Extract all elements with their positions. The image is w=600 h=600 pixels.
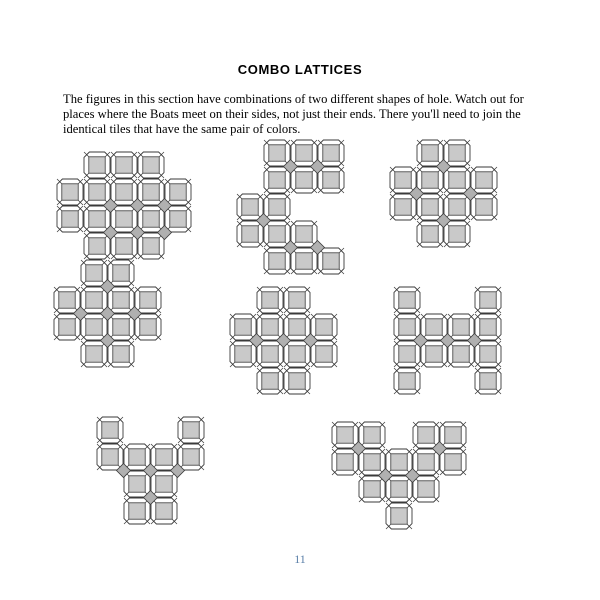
square-hole [143,238,159,254]
figure-7-drawing [95,415,255,545]
page-title: COMBO LATTICES [237,62,363,77]
square-hole [113,292,129,308]
square-hole [399,319,415,335]
square-hole [116,238,132,254]
square-hole [86,292,102,308]
square-hole [102,422,118,438]
square-hole [422,199,438,215]
square-hole [86,346,102,362]
square-hole [449,145,465,161]
square-hole [62,211,78,227]
square-hole [235,346,251,362]
square-hole [289,292,305,308]
figure-4-drawing [52,258,192,388]
square-hole [316,346,332,362]
square-hole [129,476,145,492]
square-hole [337,454,353,470]
square-hole [235,319,251,335]
square-hole [323,145,339,161]
square-hole [449,199,465,215]
square-hole [143,157,159,173]
square-hole [289,346,305,362]
square-hole [262,319,278,335]
figure-7 [95,415,255,545]
square-hole [140,319,156,335]
square-hole [323,253,339,269]
square-hole [449,226,465,242]
square-hole [399,346,415,362]
figure-6-drawing [392,285,522,405]
square-hole [143,184,159,200]
square-hole [269,145,285,161]
square-hole [323,172,339,188]
square-hole [262,346,278,362]
square-hole [418,427,434,443]
square-hole [316,319,332,335]
square-hole [296,145,312,161]
square-hole [262,292,278,308]
square-hole [364,427,380,443]
figure-6 [392,285,522,405]
square-hole [337,427,353,443]
square-hole [395,199,411,215]
figure-1-drawing [55,150,215,260]
figure-4 [52,258,192,388]
square-hole [296,226,312,242]
square-hole [242,226,258,242]
figure-5 [228,285,378,405]
square-hole [170,211,186,227]
square-hole [183,449,199,465]
square-hole [156,449,172,465]
square-hole [399,373,415,389]
figure-5-drawing [228,285,378,405]
page-number: 11 [294,552,306,566]
square-hole [269,199,285,215]
square-hole [289,373,305,389]
square-hole [89,238,105,254]
square-hole [129,503,145,519]
intro-paragraph: The figures in this section have combinations of two different shapes of hole. Watch out for places where the Boats meet on their sides, not just their ends. There you'll need to join the identical tiles that have the same pair of colors. [63,92,524,137]
square-hole [269,253,285,269]
square-hole [445,427,461,443]
square-hole [391,508,407,524]
square-hole [242,199,258,215]
square-hole [453,319,469,335]
square-hole [449,172,465,188]
square-hole [395,172,411,188]
square-hole [59,319,75,335]
figure-8-drawing [330,420,500,545]
square-hole [262,373,278,389]
square-hole [296,253,312,269]
square-hole [156,503,172,519]
square-hole [113,265,129,281]
square-hole [399,292,415,308]
square-hole [156,476,172,492]
square-hole [422,172,438,188]
square-hole [418,454,434,470]
square-hole [480,346,496,362]
square-hole [116,157,132,173]
square-hole [269,172,285,188]
square-hole [422,226,438,242]
square-hole [140,292,156,308]
square-hole [289,319,305,335]
square-hole [59,292,75,308]
square-hole [129,449,145,465]
figure-8 [330,420,500,545]
square-hole [476,199,492,215]
square-hole [445,454,461,470]
square-hole [426,319,442,335]
square-hole [102,449,118,465]
square-hole [480,373,496,389]
square-hole [418,481,434,497]
square-hole [89,157,105,173]
square-hole [453,346,469,362]
figure-2-drawing [235,138,365,278]
figure-3 [388,138,528,268]
square-hole [116,184,132,200]
figure-1 [55,150,215,260]
square-hole [89,211,105,227]
square-hole [143,211,159,227]
square-hole [89,184,105,200]
square-hole [364,481,380,497]
square-hole [476,172,492,188]
square-hole [391,481,407,497]
square-hole [113,319,129,335]
square-hole [86,265,102,281]
square-hole [269,226,285,242]
square-hole [62,184,78,200]
square-hole [364,454,380,470]
square-hole [391,454,407,470]
square-hole [113,346,129,362]
square-hole [170,184,186,200]
square-hole [480,292,496,308]
square-hole [116,211,132,227]
square-hole [426,346,442,362]
square-hole [296,172,312,188]
figure-2 [235,138,365,278]
figure-gallery [0,130,600,550]
square-hole [86,319,102,335]
figure-3-drawing [388,138,528,268]
square-hole [480,319,496,335]
square-hole [422,145,438,161]
square-hole [183,422,199,438]
